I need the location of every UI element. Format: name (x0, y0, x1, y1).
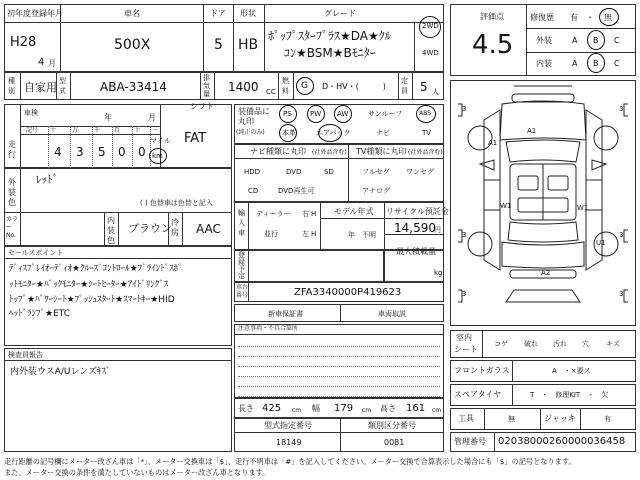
model-value: ABA-33414 (100, 80, 167, 94)
month-unit: 月 (48, 59, 56, 68)
sales-points-label: セールスポイント (8, 249, 64, 257)
grade-label: グレード (324, 9, 356, 18)
mileage-digit: 4 (54, 145, 62, 159)
seat-kizu: キズ (606, 340, 620, 348)
diagram-label-w1-right: W1 (577, 204, 589, 212)
diagram-label-3-tr: 3 (619, 105, 624, 113)
tools-label: 工具 (458, 414, 474, 423)
doors: 5 (214, 37, 223, 53)
reg-plan-box (234, 250, 384, 282)
tv-types-title: TV種類に丸印 (356, 147, 407, 156)
navi-dvd-play: DVD再生可 (278, 187, 315, 195)
jack-label: ジャッキ (544, 414, 576, 423)
height-label: 高さ (380, 404, 396, 413)
max-load-label: 最大積載量 (396, 247, 436, 256)
width-cm: cm (362, 407, 372, 414)
handle-right-h: H (311, 210, 317, 218)
navi: ナビ (376, 129, 390, 137)
abs: ABS (419, 110, 431, 117)
person-unit: 人 (432, 88, 439, 96)
inspection-label: 車検 (24, 109, 38, 117)
sales-line1: ﾃﾞｨｽﾌﾟﾚｲｵｰﾃﾞｨｵ★ｸﾙｰｽﾞｺﾝﾄﾛｰﾙ★ﾌﾞﾗｲﾝﾄﾞｽﾎﾟ (9, 264, 183, 274)
shift-value: FAT (184, 131, 207, 146)
mileage-digit-header: 百 (114, 127, 121, 134)
mileage-digit-header: 十 (134, 127, 141, 134)
color-note: ( ) 色替車は色替と記入 (140, 199, 213, 207)
exterior-grade-b: B (593, 36, 599, 45)
mileage-digit: 5 (98, 145, 106, 159)
inspector-text: 内外装ウスA/Uレンズｷｽﾞ (10, 367, 111, 377)
interior-color-label: 内装色 (107, 216, 115, 245)
type-value: 自家用 (24, 81, 57, 94)
interior-grade-a: A (572, 59, 578, 68)
sales-line3: ﾄｯﾌﾟ★ﾊﾟﾜｰｼｰﾄ★ﾌﾟｯｼｭｽﾀｰﾄ★ｽﾏｰﾄｷｰ★HID (9, 295, 175, 305)
footer-line1: 走行距離の記号欄にメーター改ざん車は「*」、メーター交換車は「$」、走行不明車は「#」を記入してください。メーター交換で合算表示した場合にも「$」の記号となります。 (4, 457, 576, 466)
doors-label: ドア (210, 9, 226, 18)
diagram-label-w1-left: W1 (500, 202, 512, 210)
equipment-title2: 丸印 (238, 117, 254, 126)
score-label: 評価点 (480, 12, 504, 21)
inspection-month-unit: 月 (148, 113, 156, 122)
km-label: km (152, 152, 163, 160)
tv-analog: アナログ (362, 187, 390, 195)
grade-line1: ﾎﾟｯﾌﾟｽﾀｰﾌﾟﾗｽ★DA★ｸﾙ (268, 29, 391, 43)
repair-label: 修復歴 (530, 13, 554, 22)
width-label: 幅 (312, 404, 320, 413)
control-label: 管理番号 (454, 437, 486, 446)
type-spec-value: 18149 (276, 438, 302, 447)
sales-line2: ｯﾄﾓﾆﾀｰ★ﾊﾞｯｸﾓﾆﾀｰ★ｼｰﾄﾋｰﾀｰ★ｱｲﾄﾞﾘﾝｸﾞｽ (9, 280, 169, 290)
class-value: 0081 (384, 438, 405, 447)
handle-left: 左 (302, 230, 309, 238)
import-label: 輸入車 (238, 209, 245, 237)
navi-types-title: ナビ種類に丸印 (250, 147, 306, 156)
mileage-digit-header: 万 (72, 127, 79, 134)
tools-value: 無 (508, 415, 515, 423)
car-name: 500X (114, 37, 151, 53)
footer-line2: また、メーター交換の条件を満たしていないものはメーター改ざん車となります。 (4, 468, 270, 477)
diagram-label-3-tl: 3 (462, 105, 467, 113)
interior-grade-label: 内装 (536, 59, 552, 68)
sales-line4: ﾍｯﾄﾞﾗﾝﾌﾟ★ETC (9, 309, 71, 319)
reg-month: 4 (38, 57, 45, 68)
front-glass-label: フロントガラス (454, 366, 510, 375)
control-value: 02038000260000036458 (498, 436, 626, 447)
mileage-digit: 0 (138, 145, 146, 159)
aw: AW (337, 110, 349, 118)
capacity: 5 (420, 80, 428, 94)
mileage-digit: 3 (76, 145, 84, 159)
reg-plan-label: 登録予定 (238, 251, 245, 280)
shape-label: 形状 (240, 9, 256, 18)
handle-left-h: H (311, 230, 317, 238)
run-label: 走行 (8, 140, 16, 159)
repair-sep: ・ (586, 13, 594, 22)
capacity-label: 定員 (401, 77, 408, 95)
kg-unit: kg (434, 269, 443, 277)
tv-types-note: (社外品含む) (408, 149, 443, 156)
spare-tire-label: スペアタイヤ (454, 390, 502, 399)
inspector-label: 検査員報告 (8, 351, 43, 359)
yen-unit: 円 (434, 226, 441, 234)
repair-no: 無 (604, 13, 612, 22)
reg-era-year: H28 (10, 35, 37, 50)
vin: ZFA3340000P419623 (294, 287, 402, 298)
shape: HB (238, 37, 259, 53)
model-year-label: モデル年式 (334, 207, 374, 216)
leather: 本革 (282, 129, 296, 137)
seat-yogore: 汚れ (553, 340, 567, 348)
reg-plan-outer (384, 247, 444, 282)
fuel-label: 燃料 (282, 77, 289, 95)
fuel-g: G (301, 81, 308, 91)
inspection-year-unit: 年 (104, 113, 112, 122)
mileage-digit-header: 記号 (26, 127, 39, 134)
diagram-label-3-br: 3 (619, 290, 624, 298)
handle-right: 右 (302, 210, 309, 218)
grade-line2: ｺﾝ★BSM★Bﾓﾆﾀｰ (284, 46, 376, 60)
repair-yes: 有 (570, 13, 578, 22)
diagram-label-3-ml: 3 (462, 231, 467, 239)
model-label: 型式 (59, 77, 66, 95)
diagram-label-3-mr: 3 (619, 231, 624, 239)
interior-seat-label2: シート (454, 345, 478, 354)
diagram-label-3-bl: 3 (462, 290, 467, 298)
pw: PW (310, 110, 322, 118)
equipment-note: (純正のみ) (236, 129, 265, 136)
displacement-label: 排気量 (203, 74, 210, 98)
height-cm: cm (432, 407, 442, 414)
spare-tire-value: T ・ 修理KIT ・ 欠 (530, 391, 609, 399)
type-spec-label: 型式指定番号 (264, 421, 312, 430)
seat-ana: 穴 (582, 340, 589, 348)
seat-koge: コゲ (494, 340, 508, 348)
exterior-grade-a: A (572, 36, 578, 45)
tv-fullseg: フルセグ (362, 168, 390, 176)
interior-grade-c: C (614, 59, 620, 68)
color-no-label: カラーNo. (6, 216, 19, 239)
recycle-value: 14,590 (394, 221, 436, 235)
navi-cd: CD (248, 187, 259, 195)
equipment-title: 装備品に (238, 107, 270, 116)
length-cm: cm (292, 407, 302, 414)
exterior-color-label: 外装色 (8, 178, 16, 207)
warranty-manual: 車両取説 (378, 310, 406, 318)
cooler-label: 冷房 (171, 218, 179, 237)
cooler-value: AAC (196, 222, 221, 236)
drive-2wd: 2WD (422, 22, 439, 30)
warranty-box (234, 304, 444, 322)
reg-year-label: 初年度登録年月 (7, 9, 63, 18)
length-label: 長さ (238, 404, 254, 413)
length-value: 425 (262, 403, 282, 414)
interior-grade-b: B (593, 59, 599, 68)
model-year-value: 年 不明 (348, 231, 376, 239)
car-name-label: 車名 (124, 9, 140, 18)
exterior-grade-label: 外装 (536, 36, 552, 45)
vin-label: 車台番号 (236, 284, 249, 299)
exterior-grade-c: C (614, 36, 620, 45)
car-damage-diagram (450, 80, 636, 326)
inspector-section (4, 348, 232, 452)
type-label: 種別 (8, 77, 15, 95)
recycle-label: リサイクル預託金 (386, 207, 449, 216)
exterior-color-value: ﾚｯﾄﾞ (36, 173, 58, 186)
mile-label: マイル (150, 137, 171, 145)
ps: PS (283, 110, 292, 118)
mileage-digit-header: 一 (152, 127, 159, 134)
navi-sd: SD (324, 168, 334, 176)
interior-seat-label1: 室内 (456, 333, 472, 342)
drive-4wd: 4WD (422, 49, 439, 57)
shift-label: シフト (190, 102, 214, 111)
front-glass-value: A ・×要ス (552, 367, 591, 375)
airbag: エアバック (316, 129, 351, 137)
tv-oneseg: ワンセグ (406, 168, 434, 176)
seat-yabure: 破れ (524, 340, 538, 348)
diagram-label-a1-front: A1 (527, 127, 537, 135)
interior-color-value: ブラウン (128, 222, 172, 235)
score: 4.5 (472, 30, 514, 60)
mileage-digit: 0 (118, 145, 126, 159)
jack-value: 有 (604, 415, 611, 423)
width-value: 179 (334, 403, 354, 414)
warranty-new-car: 新車保証書 (268, 310, 303, 318)
mileage-digit-header: 十 (50, 127, 57, 134)
tv: TV (422, 129, 432, 137)
height-value: 161 (406, 403, 426, 414)
diagram-label-a1-side: A1 (488, 139, 498, 147)
class-label: 類別区分番号 (368, 421, 416, 430)
navi-hdd: HDD (244, 168, 261, 176)
cc-unit: CC (266, 88, 276, 96)
import-dealer: ディーラー (256, 210, 291, 218)
import-parallel: 並行 (264, 230, 278, 238)
diagram-label-a2: A2 (541, 269, 551, 277)
navi-dvd: DVD (286, 168, 302, 176)
mileage-digit-header: 千 (94, 127, 101, 134)
navi-types-note: (社外品含む) (312, 149, 347, 156)
displacement: 1400 (228, 80, 259, 94)
fuel-rest: D・HV・( ) (322, 82, 386, 91)
diagram-label-u1: U1 (596, 239, 606, 247)
sunroof: サンルーフ (368, 110, 403, 118)
notes-label: 注意事項・不具合箇所 (238, 325, 299, 332)
